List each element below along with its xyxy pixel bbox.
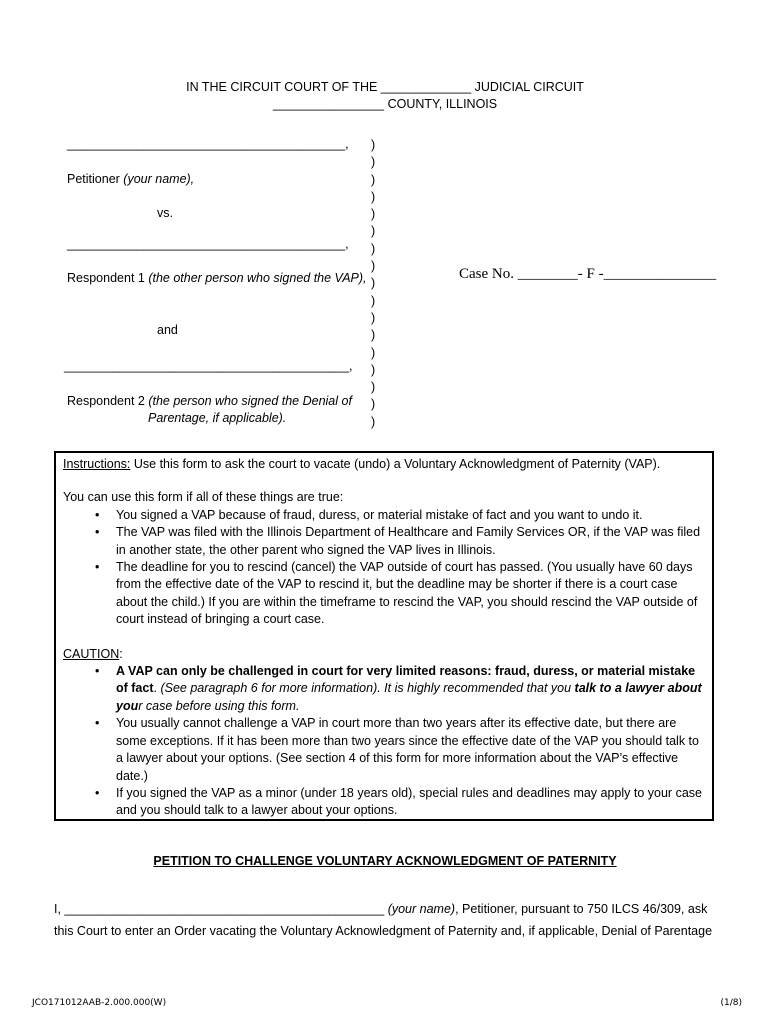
petition-title: PETITION TO CHALLENGE VOLUNTARY ACKNOWLEDGMENT OF PATERNITY (153, 854, 617, 868)
petitioner-name-blank-2: I, ______________________________________________ (54, 902, 385, 916)
respondent1-label: Respondent 1 (67, 271, 145, 285)
instructions-text: Use this form to ask the court to vacate (undo) a Voluntary Acknowledgment of Paternity (VAP). (130, 457, 661, 471)
petitioner-label: Petitioner (67, 172, 120, 186)
petitioner-label-line (67, 172, 194, 186)
respondent1-name-blank: ________________________________________, (67, 237, 349, 251)
petition-line1-rest: , Petitioner, pursuant to 750 ILCS 46/309, ask (455, 902, 708, 916)
and-text: and (157, 323, 178, 337)
caution-list (63, 663, 703, 820)
caution-item: • You usually cannot challenge a VAP in court more than two years after its effective date, but there are some exceptions. If it has been more than two years since the effective date of the VAP you should talk to a lawyer about your options. (See section 4 of this form for more information about the VAP’s effective date.) (63, 715, 703, 785)
respondent1-hint: (the other person who signed the VAP), (148, 271, 367, 285)
instructions-intro: You can use this form if all of these things are true: (63, 490, 344, 505)
court-header-line1: IN THE CIRCUIT COURT OF THE _____________ JUDICIAL CIRCUIT (186, 80, 584, 94)
caution1-bold: A VAP can only be challenged in court for very limited reasons: fraud, duress, or material mistake of fact (116, 664, 696, 696)
court-header-line2: ________________ COUNTY, ILLINOIS (272, 97, 498, 111)
conditions-list (63, 507, 703, 629)
condition-item: • The deadline for you to rescind (cancel) the VAP outside of court has passed. (You usually have 60 days from the effective date of the VAP to rescind it, but the deadline may be shorter if there is a court case about the child.) If you are within the timeframe to rescind the VAP, you should rescind the VAP outside of court instead of bringing a court case. (63, 559, 703, 629)
respondent2-hint-1: (the person who signed the Denial of (148, 394, 352, 408)
caution-label: CAUTION (63, 646, 120, 661)
caution-heading (63, 646, 703, 663)
respondent2-name-blank: _________________________________________, (64, 359, 353, 373)
instructions-label: Instructions: (63, 457, 131, 471)
petitioner-name-blank: ________________________________________, (67, 137, 349, 151)
respondent2-label-line (67, 394, 352, 408)
versus-text: vs. (157, 206, 173, 220)
your-name-hint: (your name) (384, 902, 456, 916)
case-number-field: Case No. ________- F -_______________ (459, 266, 717, 282)
petitioner-hint: (your name), (123, 172, 195, 186)
petition-line2: this Court to enter an Order vacating the Voluntary Acknowledgment of Paternity and, if applicable, Denial of Parentage (54, 924, 713, 938)
respondent1-label-line (67, 271, 367, 285)
caution1-italic: (See paragraph 6 for more information). It is highly recommended that you (160, 681, 575, 696)
caption-parenthesis-column: ) ) ) ) ) ) ) ) ) ) ) ) ) ) ) ) ) (371, 138, 376, 429)
condition-item: • You signed a VAP because of fraud, duress, or material mistake of fact and you want to undo it. (63, 507, 703, 524)
caution-colon: : (119, 646, 123, 661)
respondent2-label: Respondent 2 (67, 394, 145, 408)
respondent2-hint-2: Parentage, if applicable). (148, 411, 287, 425)
petition-line1 (54, 902, 707, 916)
page-number: (1/8) (720, 998, 742, 1008)
caution-item: • If you signed the VAP as a minor (under 18 years old), special rules and deadlines may apply to your case and you should talk to a lawyer about your options. (63, 785, 703, 820)
instructions-paragraph (63, 456, 703, 473)
caution-item (63, 663, 703, 715)
caution1-bold-italic: talk to a lawyer about you (116, 681, 702, 713)
caution1-dot: . (153, 681, 161, 696)
form-id: JCO171012AAB-2.000.000(W) (32, 998, 167, 1008)
condition-item: • The VAP was filed with the Illinois Department of Healthcare and Family Services OR, if the VAP was filed in another state, the other parent who signed the VAP lives in Illinois. (63, 524, 703, 559)
instructions-box (54, 451, 714, 821)
caution1-end: r case before using this form. (138, 698, 300, 713)
